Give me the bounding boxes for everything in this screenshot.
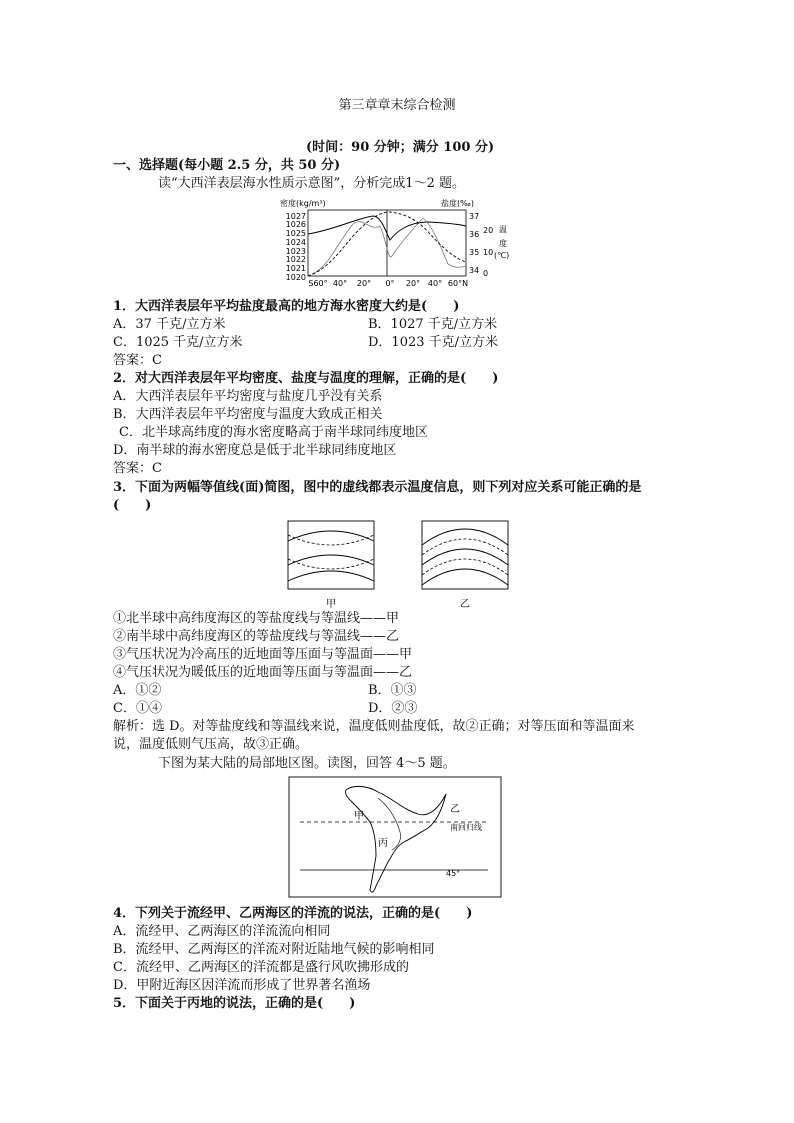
q5-stem: 5．下面关于丙地的说法，正确的是( ) <box>113 996 356 1011</box>
salinity-axis-title: 盐度(‰) <box>441 199 474 208</box>
q3-stem: 3．下面为两幅等值线(面)简图，图中的虚线都表示温度信息，则下列对应关系可能正确的是 <box>113 480 642 495</box>
temp-tick: 10 <box>483 248 494 257</box>
salinity-ticks <box>469 212 479 275</box>
q3-statement-1: ①北半球中高纬度海区的等盐度线与等温线——甲 <box>113 611 400 626</box>
q4-option-c[interactable]: C．流经甲、乙两海区的洋流都是盛行风吹拂形成的 <box>113 960 409 975</box>
q2-option-b[interactable]: B．大西洋表层年平均密度与温度大致成正相关 <box>113 407 383 422</box>
isoline-figures <box>286 519 518 611</box>
q4-option-b[interactable]: B．流经甲、乙两海区的洋流对附近陆地气候的影响相同 <box>113 942 435 957</box>
salinity-tick: 37 <box>469 212 480 221</box>
intro-q1-2: 读“大西洋表层海水性质示意图”，分析完成1～2 题。 <box>158 176 465 191</box>
q1-option-b[interactable]: B．1027 千克/立方米 <box>368 317 498 332</box>
section-heading: 一、选择题(每小题 2.5 分，共 50 分) <box>113 158 341 173</box>
density-tick: 1021 <box>285 264 306 273</box>
q3-statement-2: ②南半球中高纬度海区的等盐度线与等温线——乙 <box>113 629 400 644</box>
salinity-tick: 34 <box>469 266 480 275</box>
q3-analysis-line2: 说，温度低则气压高，故③正确。 <box>113 737 309 752</box>
q1-option-d[interactable]: D．1023 千克/立方米 <box>368 335 499 350</box>
x-tick: 60°N <box>447 279 469 288</box>
temp-ticks <box>483 226 493 278</box>
salinity-tick: 36 <box>469 230 480 239</box>
density-tick: 1027 <box>285 212 306 221</box>
svg-text:温: 温 <box>499 225 507 234</box>
q1-option-c[interactable]: C．1025 千克/立方米 <box>113 335 243 350</box>
atlantic-surface-chart <box>278 196 518 288</box>
q2-option-d[interactable]: D．南半球的海水密度总是低于北半球同纬度地区 <box>113 443 397 458</box>
density-ticks <box>286 212 306 282</box>
label-yi: 乙 <box>450 804 460 815</box>
temp-axis-title <box>494 225 509 260</box>
q3-statement-4: ④气压状况为暖低压的近地面等压面与等温面——乙 <box>113 665 413 680</box>
density-tick: 1024 <box>285 238 306 247</box>
q1-stem: 1．大西洋表层年平均盐度最高的地方海水密度大约是( ) <box>113 299 460 314</box>
x-tick: S60° <box>308 279 328 288</box>
salinity-tick: 35 <box>469 248 480 257</box>
figure-yi-label: 乙 <box>460 599 470 610</box>
temp-tick: 0 <box>483 269 489 278</box>
density-axis-title: 密度(kg/m³) <box>280 199 326 208</box>
intro-q4-5: 下图为某大陆的局部地区图。读图，回答 4～5 题。 <box>158 756 456 771</box>
q1-answer: 答案：C <box>113 353 162 368</box>
salinity-curve <box>312 218 466 274</box>
q3-option-a[interactable]: A．①② <box>113 683 162 698</box>
continent-outline <box>345 786 446 892</box>
label-bing: 丙 <box>378 838 388 849</box>
q2-option-a[interactable]: A．大西洋表层年平均密度与盐度几乎没有关系 <box>113 389 383 404</box>
q3-stem-bracket: ( ) <box>113 498 152 513</box>
x-tick: 40° <box>332 279 348 288</box>
q2-answer: 答案：C <box>113 461 162 476</box>
label-45: 45° <box>446 869 461 878</box>
q1-option-a[interactable]: A．37 千克/立方米 <box>113 317 226 332</box>
x-tick: 20° <box>405 279 421 288</box>
density-tick: 1026 <box>285 220 306 229</box>
density-tick: 1025 <box>285 229 306 238</box>
page-title: 第三章章末综合检测 <box>338 98 456 113</box>
svg-text:(℃): (℃) <box>494 251 510 260</box>
q4-option-a[interactable]: A．流经甲、乙两海区的洋流流向相同 <box>113 924 331 939</box>
q3-statement-3: ③气压状况为冷高压的近地面等压面与等温面——甲 <box>113 647 413 662</box>
q2-stem: 2．对大西洋表层年平均密度、盐度与温度的理解，正确的是( ) <box>113 371 499 386</box>
q4-stem: 4．下列关于流经甲、乙两海区的洋流的说法，正确的是( ) <box>113 906 473 921</box>
label-tropic: 南回归线 <box>450 823 482 832</box>
q2-option-c[interactable]: C．北半球高纬度的海水密度略高于南半球同纬度地区 <box>119 425 428 440</box>
x-tick: 20° <box>356 279 372 288</box>
map-frame <box>289 777 501 897</box>
figure-yi <box>422 521 508 610</box>
q3-analysis-line1: 解析：选 D。对等盐度线和等温线来说，温度低则盐度低，故②正确；对等压面和等温面来 <box>113 719 635 734</box>
density-tick: 1020 <box>285 273 306 282</box>
q3-option-d[interactable]: D．②③ <box>368 701 418 716</box>
density-tick: 1023 <box>285 247 306 256</box>
x-tick: 0° <box>385 279 395 288</box>
q4-option-d[interactable]: D．甲附近海区因洋流而形成了世界著名渔场 <box>113 978 371 993</box>
south-america-map <box>288 776 502 898</box>
label-jia: 甲 <box>354 811 364 822</box>
density-tick: 1022 <box>285 255 306 264</box>
figure-jia <box>288 521 374 610</box>
svg-text:度: 度 <box>499 239 507 248</box>
figure-jia-label: 甲 <box>326 599 336 610</box>
q3-option-b[interactable]: B．①③ <box>368 683 417 698</box>
q3-option-c[interactable]: C．①④ <box>113 701 162 716</box>
exam-meta: (时间：90 分钟；满分 100 分) <box>306 140 495 155</box>
temp-tick: 20 <box>483 226 494 235</box>
x-tick: 40° <box>427 279 443 288</box>
x-ticks <box>308 279 468 288</box>
